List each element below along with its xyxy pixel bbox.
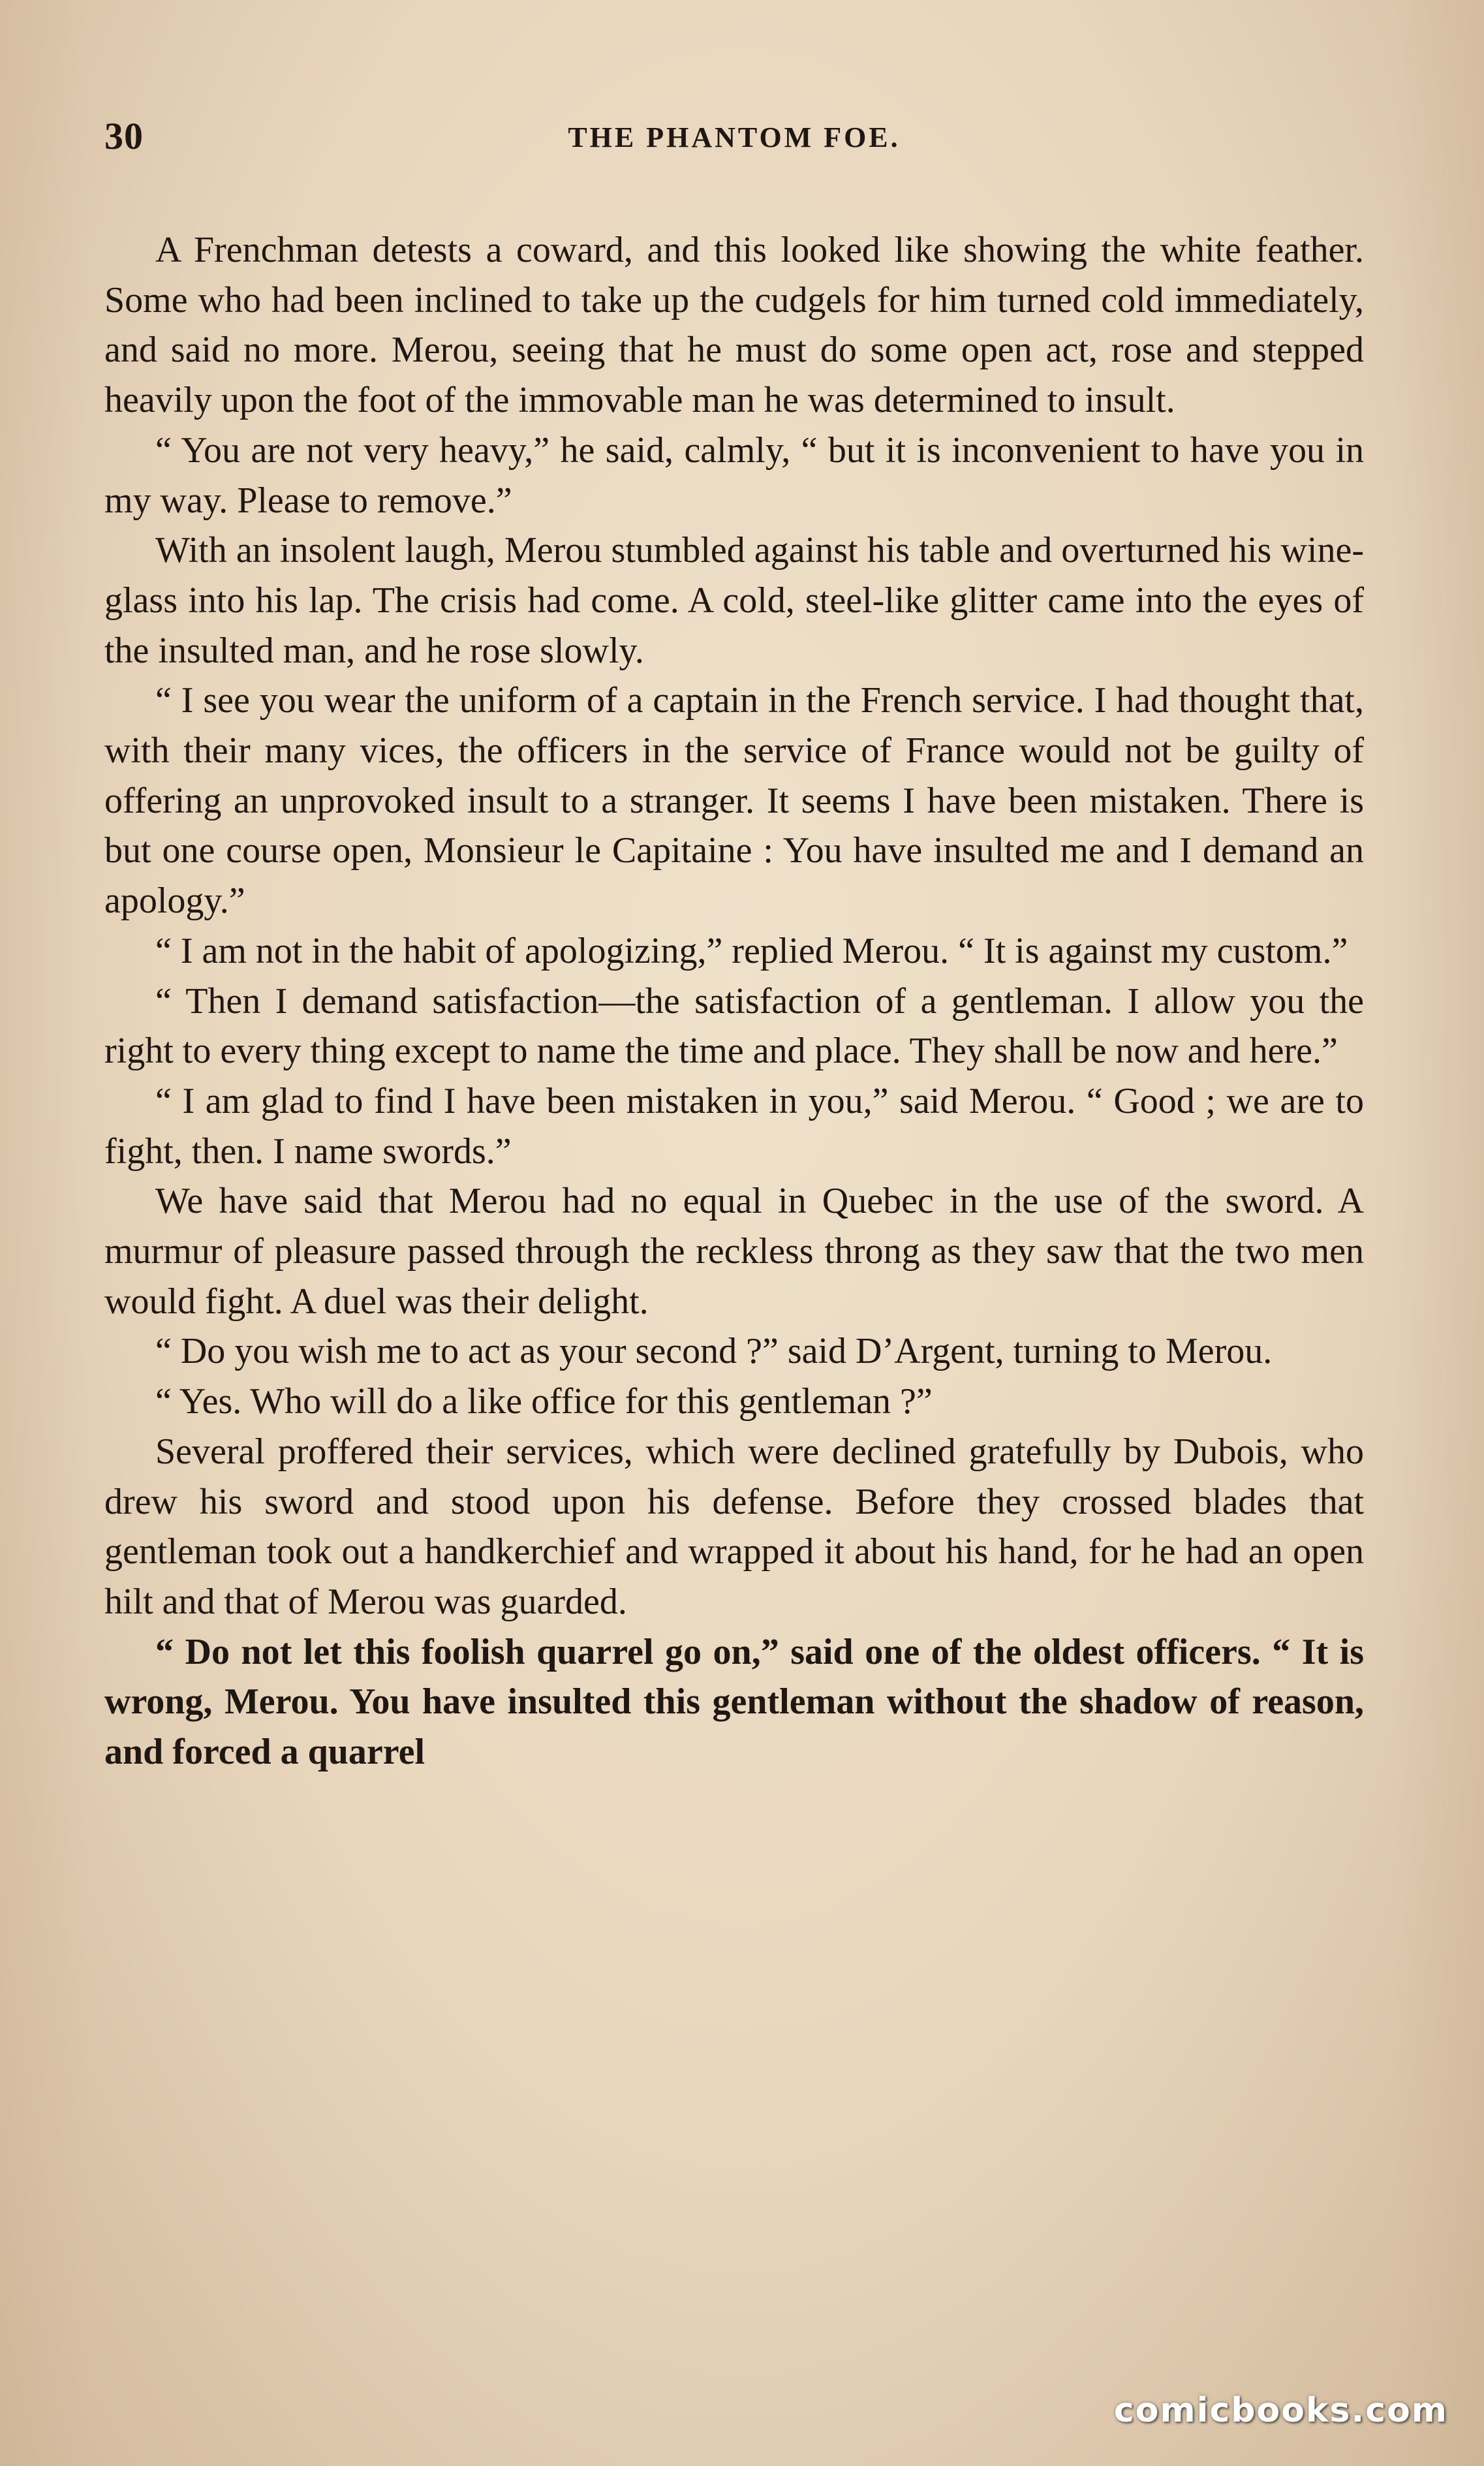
paragraph-6: “ Then I demand satisfaction—the satisfaction of a gentleman. I allow you the right to every thing except to name the time and place. They shall be now and here.” bbox=[104, 980, 1364, 1072]
paragraph-9: “ Do you wish me to act as your second ?” said D’Argent, turning to Merou. bbox=[155, 1331, 1273, 1372]
body-text bbox=[104, 225, 1364, 1777]
page-header bbox=[104, 114, 1364, 173]
paragraph-2: “ You are not very heavy,” he said, calmly, “ but it is inconvenient to have you in my way. Please to remove.” bbox=[104, 429, 1364, 521]
paragraph-1: A Frenchman detests a coward, and this looked like showing the white feather. Some who had been inclined to take up the cudgels for him turned cold immediately, and said no more. Merou, seeing that he must do some open act, rose and stepped heavily upon the foot of the immovable man he was determined to insult. bbox=[104, 230, 1364, 421]
paragraph-4: “ I see you wear the uniform of a captain in the French service. I had thought that, with their many vices, the officers in the service of France would not be guilty of offering an unprovoked insult to a stranger. It seems I have been mistaken. There is but one course open, Monsieur le Capitaine : You have insulted me and I demand an apology.” bbox=[104, 680, 1364, 922]
paragraph-10: “ Yes. Who will do a like office for this gentleman ?” bbox=[155, 1381, 933, 1422]
page-number: 30 bbox=[104, 115, 144, 157]
paragraph-12: “ Do not let this foolish quarrel go on,” said one of the oldest officers. “ It is wrong, Merou. You have insulted this gentleman without the shadow of reason, and forced a quarrel bbox=[104, 1631, 1364, 1773]
paragraph-7: “ I am glad to find I have been mistaken in you,” said Merou. “ Good ; we are to fight, then. I name swords.” bbox=[104, 1080, 1364, 1172]
watermark: comicbooks.com bbox=[1113, 2391, 1448, 2430]
running-title: THE PHANTOM FOE. bbox=[568, 121, 901, 153]
book-page bbox=[104, 114, 1364, 2373]
paragraph-11: Several proffered their services, which were declined gratefully by Dubois, who drew his sword and stood upon his defense. Before they crossed blades that gentleman took out a handkerchief and wrapped it about his hand, for he had an open hilt and that of Merou was guarded. bbox=[104, 1431, 1364, 1622]
paragraph-5: “ I am not in the habit of apologizing,” replied Merou. “ It is against my custom.” bbox=[155, 930, 1348, 971]
paragraph-8: We have said that Merou had no equal in Quebec in the use of the sword. A murmur of pleasure passed through the reckless throng as they saw that the two men would fight. A duel was their delight. bbox=[104, 1181, 1364, 1322]
paragraph-3: With an insolent laugh, Merou stumbled against his table and overturned his wine-glass into his lap. The crisis had come. A cold, steel-like glitter came into the eyes of the insulted man, and he rose slowly. bbox=[104, 530, 1364, 671]
